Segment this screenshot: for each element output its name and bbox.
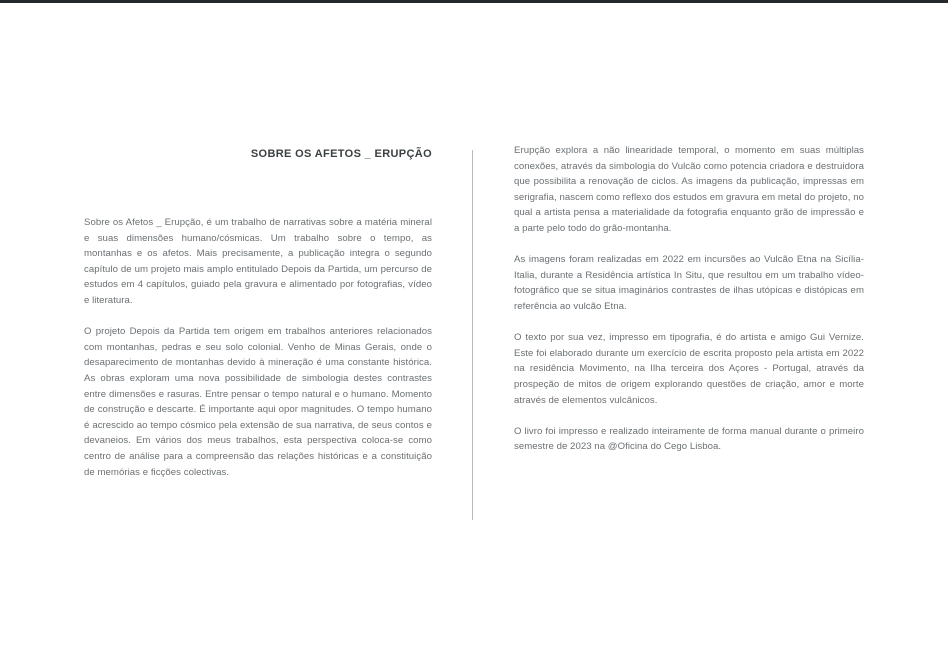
paragraph: As imagens foram realizadas em 2022 em incursões ao Vulcão Etna na Sicília- Italia, durante a Residência artística In Situ, que resultou em um trabalho vídeo-fotográfico que se situa imaginários contrastes de ilhas utópicas e distópicas em referência ao vulcão Etna. (514, 254, 864, 312)
page-title: SOBRE OS AFETOS _ ERUPÇÃO (250, 148, 432, 160)
paper-texture-overlay (0, 604, 948, 671)
column-divider (472, 150, 473, 520)
paragraph: O projeto Depois da Partida tem origem em trabalhos anteriores relacionados com montanhas, pedras e seu solo colonial. Venho de Minas Gerais, onde o desaparecimento de montanhas devido à mineração é uma constante histórica. As obras exploram uma nova possibilidade de simbologia destes contrastes entre dimensões e rasuras. Entre pensar o tempo natural e o humano. Momento de construção e descarte. É importante aqui opor magnitudes. O tempo humano é acrescido ao tempo cósmico pela extensão de sua narrativa, de seus contos e devaneios. Em vários dos meus trabalhos, esta perspectiva coloca-se como centro de análise para a compreensão das relações históricas e a constituição de memórias e ficções colectivas. (84, 326, 432, 478)
right-text-column (514, 143, 864, 455)
paragraph: Erupção explora a não linearidade temporal, o momento em suas múltiplas conexões, através da simbologia do Vulcão como potencia criadora e destruidora que possibilita a renovação de ciclos. As imagens da publicação, impressas em serigrafia, nascem como reflexo dos estudos em gravura em metal do projeto, no qual a artista pensa a materialidade da fotografia enquanto grão de impressão e a parte pelo todo do grão-montanha. (514, 145, 864, 234)
paragraph: Sobre os Afetos _ Erupção, é um trabalho de narrativas sobre a matéria mineral e suas dimensões humano/cósmicas. Um trabalho sobre o tempo, as montanhas e os afetos. Mais precisamente, a publicação integra o segundo capítulo de um projeto mais amplo entitulado Depois da Partida, um percurso de estudos em 4 capítulos, guiado pela gravura e alimentado por fotografias, vídeo e literatura. (84, 217, 432, 306)
top-edge-bar (0, 0, 948, 3)
paragraph: O livro foi impresso e realizado inteiramente de forma manual durante o primeiro semestre de 2023 na @Oficina do Cego Lisboa. (514, 425, 864, 453)
paragraph: O texto por sua vez, impresso em tipografia, é do artista e amigo Gui Vernize. Este foi elaborado durante um exercício de escrita proposto pela artista em 2022 na residência Movimento, na Ilha terceira dos Açores - Portugal, através da prospeção de mitos de origem explorando questões de criação, amor e morte através de elementos vulcânicos. (514, 332, 864, 406)
left-text-column (84, 215, 432, 480)
